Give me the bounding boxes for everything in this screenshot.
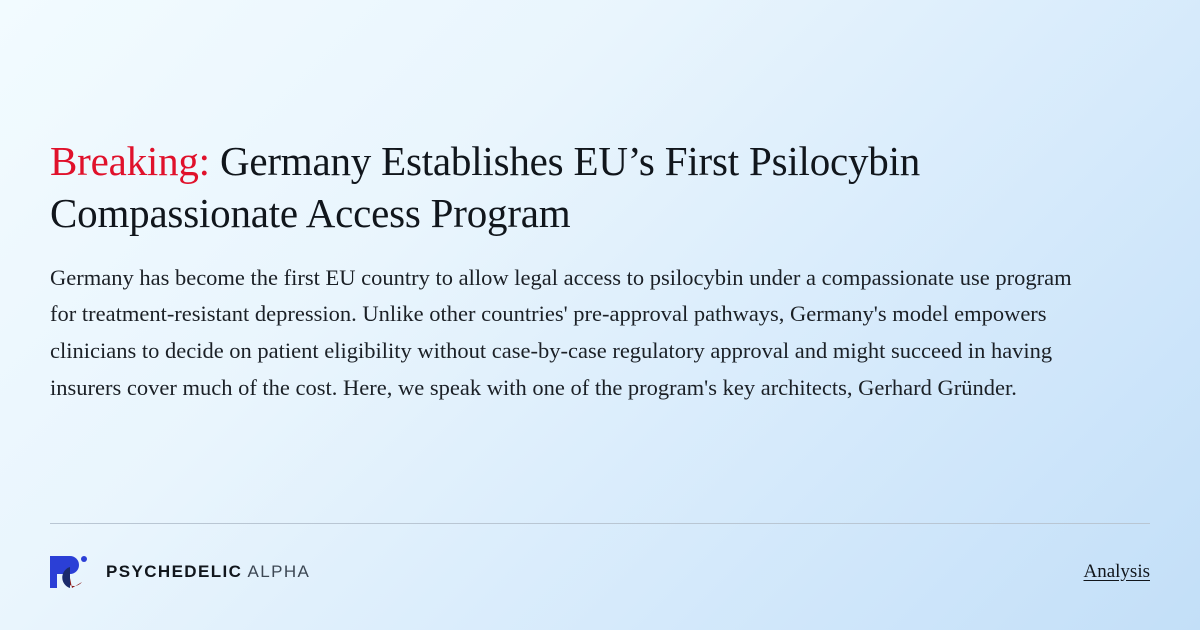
category-link-analysis[interactable]: Analysis	[1083, 561, 1150, 582]
breaking-label: Breaking:	[50, 137, 210, 184]
brand-name-secondary: ALPHA	[247, 562, 311, 581]
brand-lockup	[50, 554, 310, 590]
headline-text: Germany Establishes EU’s First Psilocybin Compassionate Access Program	[50, 137, 921, 237]
article-standfirst: Germany has become the first EU country to allow legal access to psilocybin under a compassionate use program for treatment-resistant depression. Unlike other countries' pre-approval pathways, Germany's model empowers clinicians to decide on patient eligibility without case-by-case regulatory approval and might succeed in having insurers cover much of the cost. Here, we speak with one of the program's key architects, Gerhard Gründer.	[50, 264, 1072, 400]
psychedelic-alpha-logo-icon	[50, 554, 90, 590]
card-footer	[50, 523, 1150, 630]
footer-divider	[50, 523, 1150, 524]
brand-name	[106, 562, 310, 582]
footer-row	[50, 554, 1150, 590]
page-title	[50, 135, 1060, 240]
article-content	[50, 0, 1150, 523]
brand-name-primary: PSYCHEDELIC	[106, 562, 243, 581]
